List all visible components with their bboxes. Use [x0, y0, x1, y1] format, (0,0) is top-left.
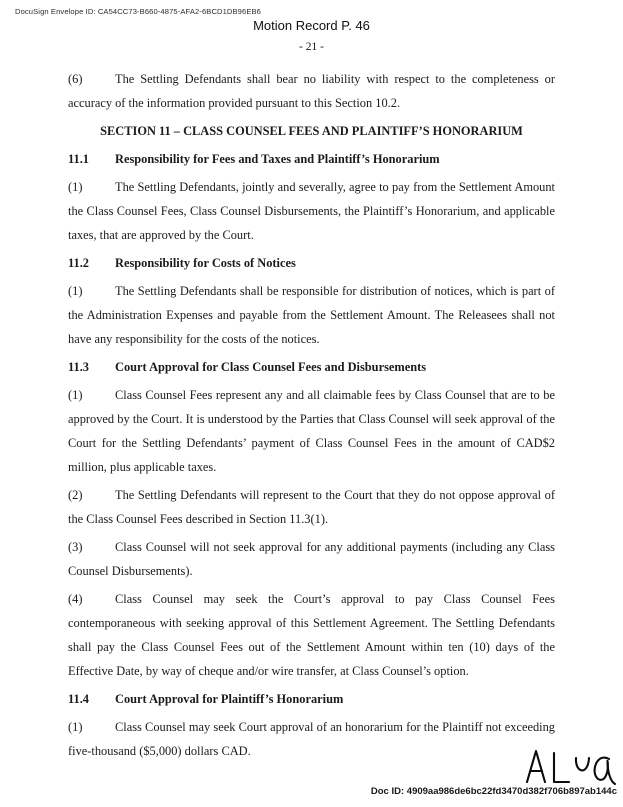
paragraph-text: Class Counsel may seek Court approval of an honorarium for the Plaintiff not exceeding five-thousand ($5,000) dollars CAD. [68, 720, 555, 758]
section-heading: SECTION 11 – CLASS COUNSEL FEES AND PLAINTIFF’S HONORARIUM [100, 124, 523, 138]
docusign-envelope-id: DocuSign Envelope ID: CA54CC73-B660-4875-AFA2-6BCD1DB96EB6 [15, 7, 261, 16]
paragraph-text: Class Counsel will not seek approval for any additional payments (including any Class Counsel Disbursements). [68, 540, 555, 578]
subsection-heading [68, 355, 555, 379]
paragraph-number: (4) [68, 592, 83, 606]
subsection-number: 11.4 [68, 692, 89, 706]
paragraph-text: The Settling Defendants shall be responsible for distribution of notices, which is part of the Administration Expenses and payable from the Settlement Amount. The Releasees shall not have any responsibility for the costs of the notices. [68, 284, 555, 346]
subsection-heading [68, 687, 555, 711]
paragraph-number: (2) [68, 488, 83, 502]
paragraph-number: (1) [68, 388, 83, 402]
paragraph-text: Class Counsel Fees represent any and all claimable fees by Class Counsel that are to be approved by the Court. It is understood by the Parties that Class Counsel will seek approval of the Court for the Settling Defendants’ payment of Class Counsel Fees in the amount of CAD$2 million, plus applicable taxes. [68, 388, 555, 474]
handwritten-initials [524, 746, 616, 788]
paragraph [68, 279, 555, 351]
paragraph [68, 535, 555, 583]
subsection-title: Court Approval for Plaintiff’s Honorarium [115, 692, 344, 706]
paragraph [68, 715, 555, 763]
subsection-heading [68, 147, 555, 171]
paragraph-text: The Settling Defendants shall bear no liability with respect to the completeness or accuracy of the information provided pursuant to this Section 10.2. [68, 72, 555, 110]
paragraph-text: Class Counsel may seek the Court’s approval to pay Class Counsel Fees contemporaneous with seeking approval of this Settlement Agreement. The Settling Defendants shall pay the Class Counsel Fees out of the Settlement Amount within ten (10) days of the Effective Date, by way of cheque and/or wire transfer, at Class Counsel’s option. [68, 592, 555, 678]
page-number: - 21 - [299, 41, 324, 53]
subsection-heading [68, 251, 555, 275]
paragraph-number: (3) [68, 540, 83, 554]
paragraph [68, 587, 555, 683]
paragraph-text: The Settling Defendants will represent to the Court that they do not oppose approval of the Class Counsel Fees described in Section 11.3(1). [68, 488, 555, 526]
subsection-number: 11.2 [68, 256, 89, 270]
paragraph-number: (1) [68, 720, 83, 734]
motion-record-label: Motion Record P. 46 [253, 18, 370, 33]
subsection-number: 11.1 [68, 152, 89, 166]
paragraph [68, 383, 555, 479]
subsection-title: Responsibility for Fees and Taxes and Plaintiff’s Honorarium [115, 152, 440, 166]
paragraph [68, 483, 555, 531]
document-body [68, 67, 555, 767]
paragraph-text: The Settling Defendants, jointly and severally, agree to pay from the Settlement Amount the Class Counsel Fees, Class Counsel Disbursements, the Plaintiff’s Honorarium, and applicable taxes, that are approved by the Court. [68, 180, 555, 242]
paragraph [68, 67, 555, 115]
doc-id-label: Doc ID: 4909aa986de6bc22fd3470d382f706b897ab144c [370, 786, 617, 797]
subsection-title: Court Approval for Class Counsel Fees and Disbursements [115, 360, 427, 374]
paragraph-number: (6) [68, 72, 83, 86]
subsection-title: Responsibility for Costs of Notices [115, 256, 296, 270]
subsection-number: 11.3 [68, 360, 89, 374]
paragraph-number: (1) [68, 284, 83, 298]
paragraph-number: (1) [68, 180, 83, 194]
paragraph [68, 175, 555, 247]
